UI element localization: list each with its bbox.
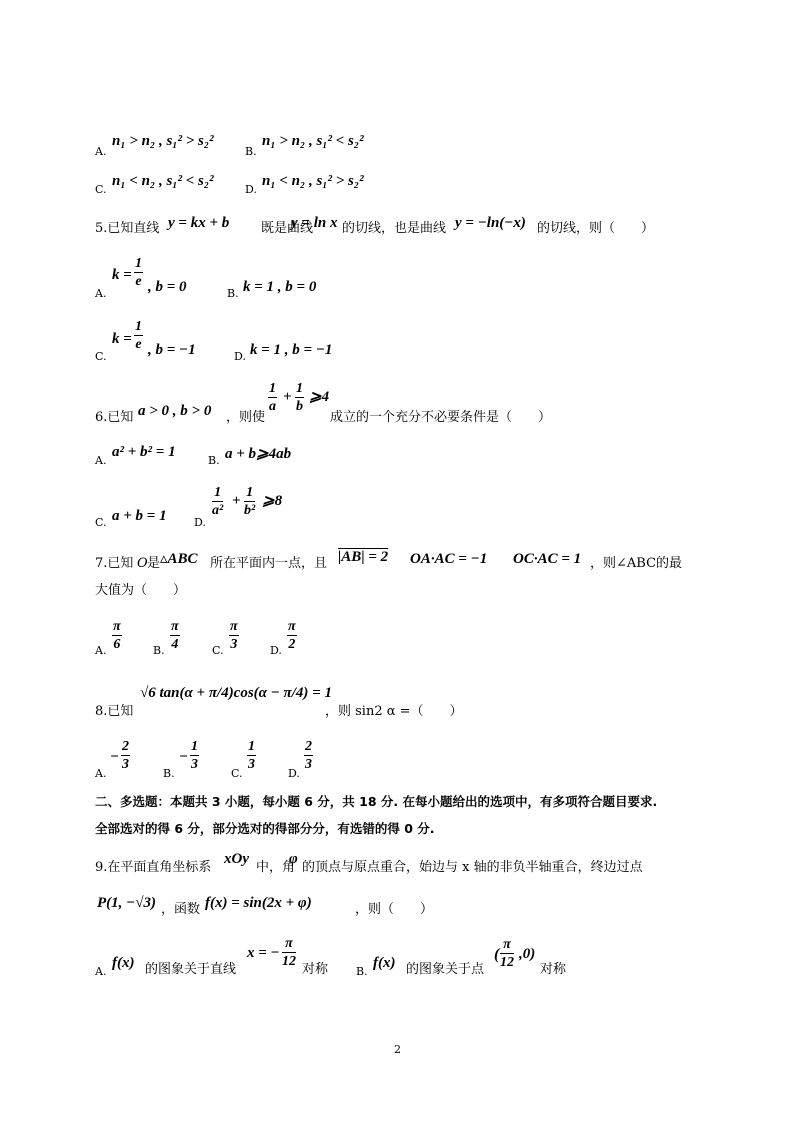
q8-option-a-label: A. bbox=[95, 767, 107, 780]
q7-point-o: O bbox=[137, 556, 148, 571]
q7-triangle: ▵ABC bbox=[160, 551, 198, 567]
q4-option-c-label: C. bbox=[95, 183, 107, 196]
q4-option-a-expr: n₁ > n₂ , s₁² > s₂² bbox=[112, 133, 214, 149]
q9-option-b-text1: 的图象关于点 bbox=[406, 962, 485, 977]
q5-option-b-label: B. bbox=[227, 287, 239, 300]
q7-condition-oa-ac: OA·AC = −1 bbox=[410, 551, 488, 567]
q9-stem-mid1: 中，角 bbox=[256, 860, 296, 875]
q6-stem-suffix: 成立的一个充分不必要条件是（ ） bbox=[330, 410, 552, 425]
q9-stem-mid3: ，函数 bbox=[161, 902, 201, 917]
q9-option-a-text1: 的图象关于直线 bbox=[145, 962, 237, 977]
q5-option-c-rest: , b = −1 bbox=[148, 342, 196, 358]
q9-option-a-fx: f(x) bbox=[112, 955, 135, 971]
q8-expression: √6 tan(α + π/4)cos(α − π/4) = 1 bbox=[140, 685, 332, 701]
q8-stem-suffix: ，则 sin2 α =（ ） bbox=[325, 704, 463, 719]
q9-option-b-fx: f(x) bbox=[373, 955, 396, 971]
q9-option-a-text2: 对称 bbox=[302, 962, 329, 977]
q6-stem-prefix: 6.已知 bbox=[95, 410, 134, 425]
q9-stem-suffix: ，则（ ） bbox=[355, 902, 434, 917]
q5-stem-suffix: 的切线，则（ ） bbox=[537, 221, 655, 236]
q9-phi: φ bbox=[289, 851, 298, 867]
q6-option-a-expr: a² + b² = 1 bbox=[112, 444, 176, 460]
q7-condition-oc-ac: OC·AC = 1 bbox=[513, 551, 582, 567]
q7-option-a-fraction: $\frac{\pi}{6}$ bbox=[113, 619, 121, 652]
q8-option-d-label: D. bbox=[288, 767, 300, 780]
q5-option-c-fraction: $\frac{1}{e}$ bbox=[135, 319, 142, 352]
q6-option-c-expr: a + b = 1 bbox=[112, 508, 167, 524]
q7-option-b-label: B. bbox=[153, 644, 165, 657]
q9-option-a-fraction: $\frac{\pi}{12}$ bbox=[282, 936, 296, 969]
q8-option-b-label: B. bbox=[163, 767, 175, 780]
q8-option-d-fraction: $\frac{2}{3}$ bbox=[305, 739, 312, 772]
q5-line-expr: y = kx + b bbox=[168, 215, 230, 231]
q6-inequality: ⩾4 bbox=[309, 389, 330, 405]
q8-option-b-sign: − bbox=[179, 749, 189, 765]
q6-option-d-fraction-a: $\frac{1}{\text{a²}}$ bbox=[212, 485, 224, 518]
q7-stem-prefix: 7.已知 bbox=[95, 556, 134, 571]
q9-option-a-label: A. bbox=[95, 965, 107, 978]
q8-option-b-fraction: $\frac{1}{3}$ bbox=[191, 739, 198, 772]
q9-option-b-text2: 对称 bbox=[540, 962, 567, 977]
q6-option-d-plus: + bbox=[232, 493, 241, 509]
q7-stem-mid1: 是 bbox=[147, 556, 161, 571]
q5-option-c-label: C. bbox=[95, 350, 107, 363]
q7-option-c-fraction: $\frac{\pi}{3}$ bbox=[230, 619, 238, 652]
q7-option-d-fraction: $\frac{\pi}{2}$ bbox=[288, 619, 296, 652]
section2-heading-line2: 全部选对的得 6 分，部分选对的得部分分，有选错的得 0 分. bbox=[95, 821, 435, 836]
q9-stem-prefix: 9.在平面直角坐标系 bbox=[95, 860, 212, 875]
q6-option-b-label: B. bbox=[208, 454, 220, 467]
q6-option-b-expr: a + b⩾4ab bbox=[225, 446, 292, 462]
q7-stem-line2: 大值为（ ） bbox=[95, 583, 187, 598]
q7-condition-ab: |AB| = 2 bbox=[338, 549, 389, 565]
q8-option-a-fraction: $\frac{2}{3}$ bbox=[122, 739, 129, 772]
q7-option-b-fraction: $\frac{\pi}{4}$ bbox=[171, 619, 179, 652]
q5-option-a-label: A. bbox=[95, 287, 107, 300]
q5-option-a-k: k = bbox=[112, 267, 132, 283]
q7-stem-mid2: 所在平面内一点，且 bbox=[210, 556, 328, 571]
q5-option-d-expr: k = 1 , b = −1 bbox=[250, 342, 333, 358]
q5-curve2: y = −ln(−x) bbox=[455, 215, 526, 231]
q5-stem-prefix: 5.已知直线 bbox=[95, 221, 160, 236]
page-number: 2 bbox=[394, 1043, 401, 1056]
section2-heading-line1: 二、多选题：本题共 3 小题，每小题 6 分，共 18 分. 在每小题给出的选项中，有多项符合题目要求. bbox=[95, 794, 658, 809]
q4-option-b-expr: n₁ > n₂ , s₁² < s₂² bbox=[262, 133, 364, 149]
q8-option-c-fraction: $\frac{1}{3}$ bbox=[248, 739, 255, 772]
q7-option-c-label: C. bbox=[212, 644, 224, 657]
q5-option-a-rest: , b = 0 bbox=[148, 279, 187, 295]
q9-option-b-paren-open: ( bbox=[494, 946, 500, 963]
q5-stem-mid2: 的切线，也是曲线 bbox=[342, 221, 447, 236]
q6-option-a-label: A. bbox=[95, 454, 107, 467]
q6-stem-mid: ，则使 bbox=[226, 410, 266, 425]
q8-stem-prefix: 8.已知 bbox=[95, 704, 134, 719]
q4-option-c-expr: n₁ < n₂ , s₁² < s₂² bbox=[112, 173, 214, 189]
q6-option-d-inequality: ⩾8 bbox=[262, 493, 283, 509]
q9-stem-mid2: 的顶点与原点重合，始边与 x 轴的非负半轴重合，终边过点 bbox=[302, 860, 643, 875]
q9-xoy: xOy bbox=[224, 851, 249, 867]
q8-option-a-sign: − bbox=[110, 749, 120, 765]
q7-option-d-label: D. bbox=[270, 644, 282, 657]
q5-option-a-fraction: $\frac{1}{e}$ bbox=[135, 256, 142, 289]
q6-option-c-label: C. bbox=[95, 516, 107, 529]
q5-option-d-label: D. bbox=[234, 350, 246, 363]
q6-option-d-fraction-b: $\frac{1}{\text{b²}}$ bbox=[244, 485, 256, 518]
q4-option-d-expr: n₁ < n₂ , s₁² > s₂² bbox=[262, 173, 364, 189]
q9-option-b-point-rest: ,0) bbox=[519, 946, 536, 962]
q9-option-a-x-eq: x = − bbox=[247, 945, 280, 961]
q6-option-d-label: D. bbox=[194, 516, 206, 529]
q6-fraction-1-over-a: $\frac{1}{a}$ bbox=[269, 381, 276, 414]
q9-point-p: P(1, −√3) bbox=[97, 895, 156, 911]
q4-option-b-label: B. bbox=[245, 145, 257, 158]
q6-plus: + bbox=[283, 389, 292, 405]
q6-fraction-1-over-b: $\frac{1}{b}$ bbox=[296, 381, 303, 414]
q9-option-b-fraction: $\frac{\pi}{12}$ bbox=[500, 937, 514, 970]
q4-option-a-label: A. bbox=[95, 145, 107, 158]
q5-option-b-expr: k = 1 , b = 0 bbox=[243, 279, 317, 295]
q7-option-a-label: A. bbox=[95, 644, 107, 657]
q9-option-b-label: B. bbox=[356, 965, 368, 978]
q5-stem-mid1: 既是曲线 bbox=[261, 221, 314, 236]
q8-option-c-label: C. bbox=[231, 767, 243, 780]
q5-curve1: y = ln x bbox=[291, 215, 338, 231]
q6-conditions: a > 0 , b > 0 bbox=[138, 403, 212, 419]
q9-function: f(x) = sin(2x + φ) bbox=[205, 895, 312, 911]
q5-option-c-k: k = bbox=[112, 331, 132, 347]
q7-stem-suffix: ，则∠ABC的最 bbox=[590, 556, 683, 571]
q4-option-d-label: D. bbox=[245, 183, 257, 196]
